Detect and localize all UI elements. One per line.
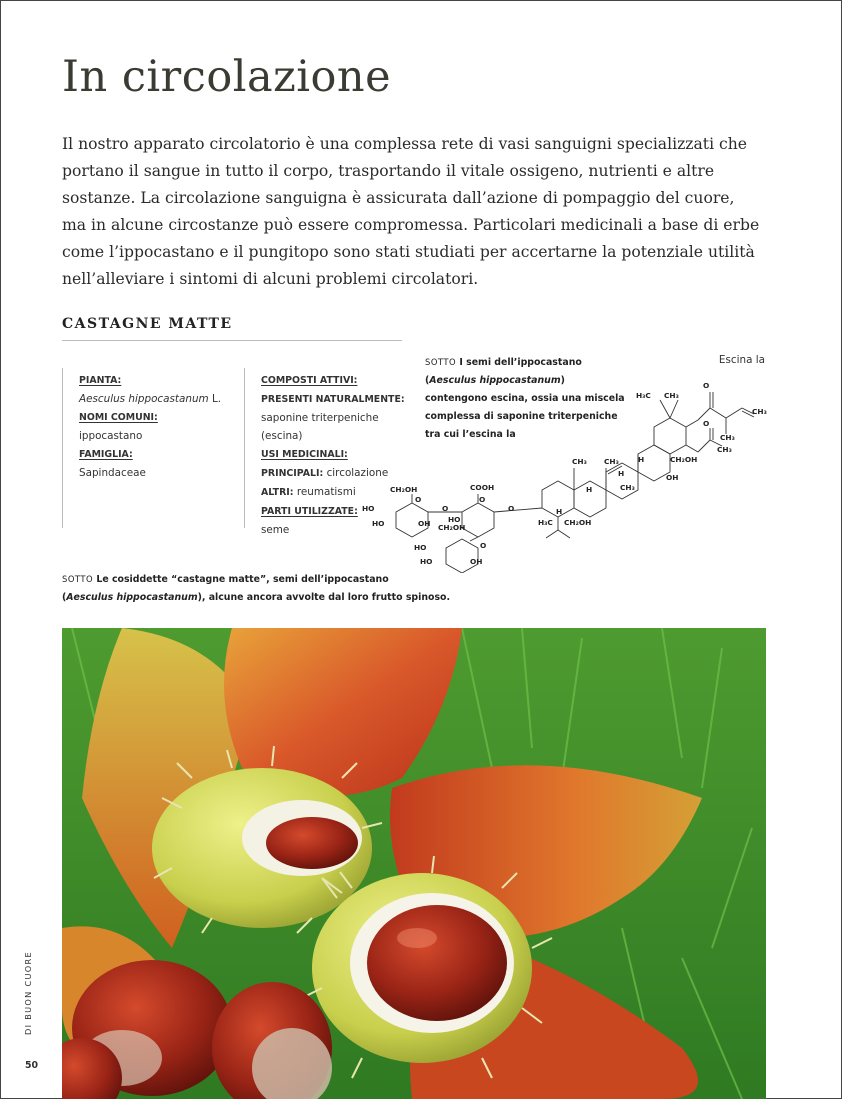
mol-label: COOH [470, 483, 495, 492]
caption-photo-line-1: Le cosiddette “castagne matte”, semi dell’ippocastano [93, 574, 389, 585]
famiglia-label: FAMIGLIA: [79, 449, 133, 460]
caption-photo-line-2: ), alcune ancora avvolte dal loro frutto spinoso. [197, 592, 451, 603]
presenti-value-2: (escina) [261, 430, 303, 442]
nomi-comuni-label: NOMI COMUNI: [79, 412, 158, 423]
presenti-label: PRESENTI NATURALMENTE: [261, 394, 405, 405]
mol-label: CH₃ [664, 391, 679, 400]
mol-label: OH [666, 473, 679, 482]
mol-label: H₃C [636, 391, 651, 400]
page-title: In circolazione [62, 52, 392, 102]
mol-label: CH₃ [620, 483, 635, 492]
nomi-comuni-value: ippocastano [79, 430, 143, 442]
mol-label: H [586, 485, 593, 494]
parti-label: PARTI UTILIZZATE: [261, 506, 358, 517]
mol-label: HO [414, 543, 427, 552]
mol-label: CH₂OH [438, 523, 466, 532]
famiglia-value: Sapindaceae [79, 467, 146, 479]
plant-info-column [79, 371, 239, 482]
mol-label: O [703, 381, 710, 390]
altri-value: reumatismi [293, 486, 356, 498]
caption-top-line-4: tra cui l’escina la [425, 429, 516, 440]
section-heading: CASTAGNE MATTE [62, 316, 233, 332]
mol-label: H₃C [538, 518, 553, 527]
caption-top-line-3: complessa di saponine triterpeniche [425, 411, 618, 422]
mol-label: O [703, 419, 710, 428]
caption-photo [62, 570, 562, 607]
parti-value: seme [261, 524, 290, 536]
horse-chestnut-photo [62, 628, 766, 1099]
mol-label: HO [362, 504, 375, 513]
mol-label: CH₂OH [390, 485, 418, 494]
intro-paragraph: Il nostro apparato circolatorio è una complessa rete di vasi sanguigni specializzati che portano il sangue in tutto il corpo, trasportando il vitale ossigeno, nutrienti e altre sostanze. La circolazione sanguigna è assicurata dall’azione di pompaggio del cuore, ma in alcune circostanze può essere compromessa. Particolari medicinali a base di erbe come l’ippocastano e il pungitopo sono stati studiati per accertarne la potenziale utilità nell’alleviare i sintomi di alcuni problemi circolatori. [62, 135, 760, 288]
mol-label: O [479, 495, 486, 504]
caption-photo-paren: ( [62, 592, 67, 603]
caption-photo-species: Aesculus hippocastanum [66, 592, 198, 603]
escina-note: Escina la [718, 354, 765, 366]
mol-label: CH₃ [717, 445, 732, 454]
escina-molecule-diagram [360, 378, 770, 573]
column-rule-1 [62, 368, 63, 528]
usi-label: USI MEDICINALI: [261, 449, 348, 460]
mol-label: CH₃ [720, 433, 735, 442]
caption-top-line-1: I semi dell’ippocastano [456, 357, 582, 368]
caption-top-species: Aesculus hippocastanum [429, 375, 561, 386]
mol-label: CH₂OH [670, 455, 698, 464]
composti-label: COMPOSTI ATTIVI: [261, 375, 358, 386]
page-number: 50 [25, 1060, 39, 1071]
mol-label: CH₃ [752, 407, 767, 416]
mol-label: H [556, 507, 563, 516]
mol-label: HO [420, 557, 433, 566]
section-rule [62, 340, 402, 341]
mol-label: O [508, 504, 515, 513]
caption-top-prefix: SOTTO [425, 357, 457, 367]
pianta-name: Aesculus hippocastanum [79, 393, 209, 405]
caption-photo-prefix: SOTTO [62, 574, 94, 584]
running-section-title [23, 950, 37, 1040]
pianta-author: L. [208, 393, 222, 405]
column-rule-2 [244, 368, 245, 528]
caption-top-paren-open: ( [425, 375, 430, 386]
principali-label: PRINCIPALI: [261, 468, 324, 479]
caption-top-line-2: contengono escina, ossia una miscela [425, 393, 625, 404]
mol-label: O [415, 495, 422, 504]
mol-label: CH₂OH [564, 518, 592, 527]
mol-label: O [442, 504, 449, 513]
spine-text: DI BUON CUORE [23, 950, 33, 1035]
mol-label: H [638, 455, 645, 464]
principali-value: circolazione [323, 467, 389, 479]
mol-label: OH [418, 519, 431, 528]
altri-label: ALTRI: [261, 487, 294, 498]
mol-label: CH₃ [604, 457, 619, 466]
mol-label: OH [470, 557, 483, 566]
mol-label: HO [372, 519, 385, 528]
mol-label: O [480, 541, 487, 550]
mol-label: HO [448, 515, 461, 524]
caption-top-paren-close: ) [560, 375, 565, 386]
mol-label: CH₃ [572, 457, 587, 466]
presenti-value-1: saponine triterpeniche [261, 412, 379, 424]
pianta-label: PIANTA: [79, 375, 122, 386]
mol-label: H [618, 469, 625, 478]
